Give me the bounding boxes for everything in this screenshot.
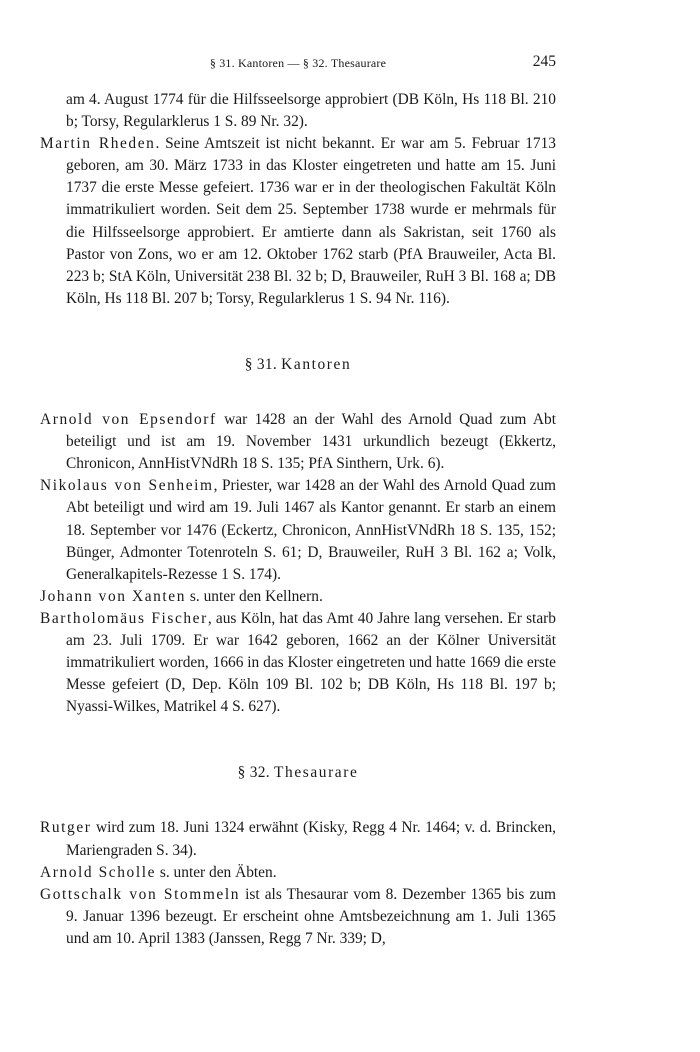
continued-entry-text: am 4. August 1774 für die Hilfsseelsorge approbiert (DB Köln, Hs 118 Bl. 210 b; Torsy, Regularklerus 1 S. 89 Nr. 32). [66, 91, 556, 131]
entry-name: Rutger [40, 819, 92, 837]
entry-gottschalk-von-stommeln [40, 884, 556, 950]
entry-text: , Priester, war 1428 an der Wahl des Arnold Quad zum Abt beteiligt und wird am 19. Juli 1467 als Kantor genannt. Er starb an einem 18. September vor 1476 (Eckertz, Chronicon, AnnHistVNdRh 18 S. 135, 152; Bünger, Admonter Totenroteln S. 61; D, Brauweiler, RuH 3 Bl. 162 a; Volk, Generalkapitels-Rezesse 1 S. 174). [66, 477, 556, 583]
entry-johann-von-xanten [40, 586, 556, 608]
entry-arnold-von-epsendorf [40, 409, 556, 475]
section-title: Kantoren [281, 355, 352, 373]
section-title: Thesaurare [274, 764, 359, 782]
entry-arnold-scholle [40, 862, 556, 884]
entry-text: , aus Köln, hat das Amt 40 Jahre lang versehen. Er starb am 23. Juli 1709. Er war 1642 geboren, 1662 an der Kölner Universität immatrikuliert worden, 1666 in das Kloster eingetreten und hatte 1669 die erste Messe gefeiert (D, Dep. Köln 109 Bl. 102 b; DB Köln, Hs 118 Bl. 197 b; Nyassi-Wilkes, Matrikel 4 S. 627). [66, 609, 556, 716]
entry-text: s. unter den Kellnern. [186, 587, 323, 605]
entry-nikolaus-von-senheim [40, 475, 556, 585]
section-number: § 32. [237, 764, 270, 782]
entry-text: wird zum 18. Juni 1324 erwähnt (Kisky, Regg 4 Nr. 1464; v. d. Brincken, Mariengraden S. 34). [66, 819, 556, 859]
entry-text: ist als Thesaurar vom 8. Dezember 1365 bis zum 9. Januar 1396 bezeugt. Er erscheint ohne Amtsbezeichnung am 1. Juli 1365 und am 10. April 1383 (Janssen, Regg 7 Nr. 339; D, [66, 885, 557, 947]
entry-name: Martin Rheden [40, 135, 156, 153]
entry-text: war 1428 an der Wahl des Arnold Quad zum Abt beteiligt und ist am 19. November 1431 urkundlich bezeugt (Ekkertz, Chronicon, AnnHistVNdRh 18 S. 135; PfA Sinthern, Urk. 6). [66, 411, 557, 473]
entry-martin-rheden [40, 133, 556, 310]
entry-name: Johann von Xanten [40, 587, 187, 605]
entry-rutger [40, 817, 556, 861]
section-heading-kantoren [40, 354, 556, 376]
running-head: § 31. Kantoren — § 32. Thesaurare [209, 56, 387, 70]
entry-text: . Seine Amtszeit ist nicht bekannt. Er war am 5. Februar 1713 geboren, am 30. März 1733 in das Kloster eingetreten und hatte am 15. Juni 1737 die erste Messe gefeiert. 1736 war er in der theologischen Fakultät Köln immatrikuliert worden. Seit dem 25. September 1738 wurde er mehrmals für die Hilfsseelsorge approbiert. Er amtierte dann als Sakristan, seit 1760 als Pastor von Zons, wo er am 12. Oktober 1762 starb (PfA Brauweiler, Acta Bl. 223 b; StA Köln, Universität 238 Bl. 32 b; D, Brauweiler, RuH 3 Bl. 168 a; DB Köln, Hs 118 Bl. 207 b; Torsy, Regularklerus 1 S. 94 Nr. 116). [66, 135, 556, 307]
entry-text: s. unter den Äbten. [156, 863, 277, 881]
entry-bartholomaeus-fischer [40, 608, 556, 718]
page-number: 245 [532, 53, 556, 70]
entry-name: Arnold Scholle [40, 863, 157, 881]
entry-name: Bartholomäus Fischer [40, 609, 208, 627]
section-heading-thesaurare [40, 762, 556, 784]
page-body [40, 89, 556, 950]
entry-name: Arnold von Epsendorf [40, 411, 217, 429]
section-number: § 31. [244, 355, 278, 373]
entry-name: Nikolaus von Senheim [40, 477, 214, 495]
entry-name: Gottschalk von Stommeln [40, 885, 241, 903]
